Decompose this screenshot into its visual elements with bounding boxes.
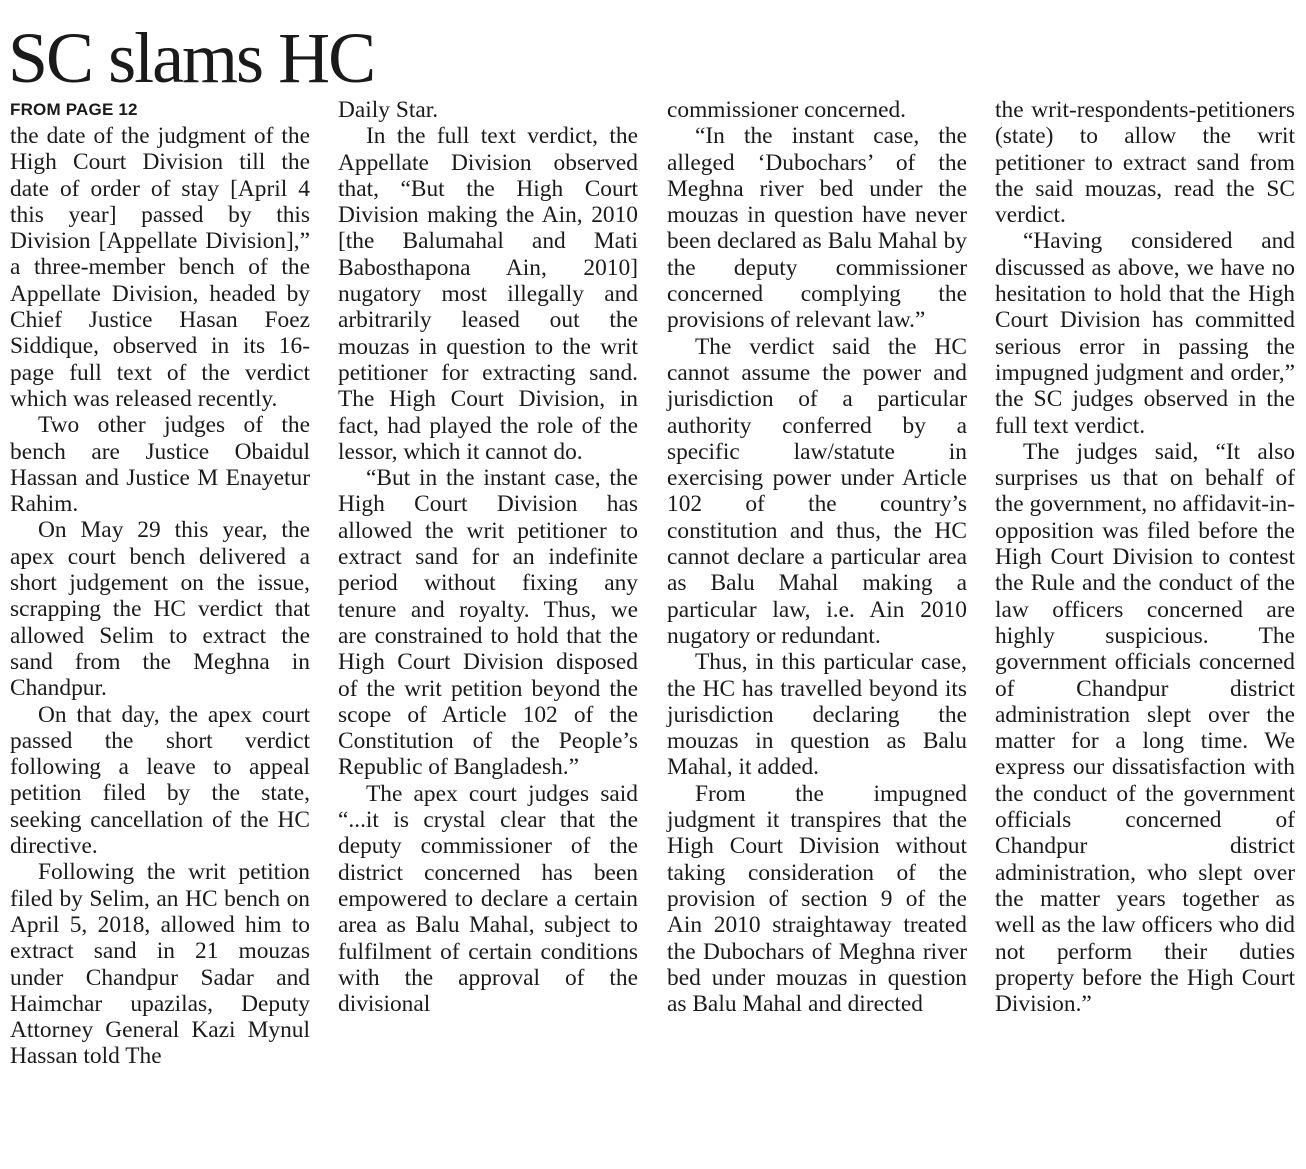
paragraph: commissioner concerned. xyxy=(667,97,907,123)
paragraph: Daily Star. xyxy=(338,97,439,123)
paragraph: “Having considered and discussed as above, we have no hesitation to hold that the High Court Division has committed serious error in passing the impugned judgment and order,” the SC judges observed in the full text verdict. xyxy=(995,228,1295,439)
paragraph: “In the instant case, the alleged ‘Dubochars’ of the Meghna river bed under the mouzas in question have never been declared as Balu Mahal by the deputy commissioner concerned complying the provisions of relevant law.” xyxy=(667,123,967,334)
article-column-2 xyxy=(338,97,638,1017)
paragraph: On May 29 this year, the apex court bench delivered a short judgement on the issue, scrapping the HC verdict that allowed Selim to extract the sand from the Meghna in Chandpur. xyxy=(10,517,310,702)
paragraph: On that day, the apex court passed the short verdict following a leave to appeal petition filed by the state, seeking cancellation of the HC directive. xyxy=(10,701,310,860)
paragraph: the writ-respondents-petitioners (state) to allow the writ petitioner to extract sand from the said mouzas, read the SC verdict. xyxy=(995,97,1295,229)
headline: SC slams HC xyxy=(8,18,375,98)
paragraph: the date of the judgment of the High Court Division till the date of order of stay [April 4 this year] passed by this Division [Appellate Division],” a three-member bench of the Appellate Division, headed by Chief Justice Hasan Foez Siddique, observed in its 16-page full text of the verdict which was released recently. xyxy=(10,123,310,412)
continuation-kicker: FROM PAGE 12 xyxy=(10,100,138,119)
paragraph: From the impugned judgment it transpires that the High Court Division without taking consideration of the provision of section 9 of the Ain 2010 straightaway treated the Dubochars of Meghna river bed under mouzas in question as Balu Mahal and directed xyxy=(667,780,967,1018)
paragraph: “But in the instant case, the High Court Division has allowed the writ petitioner to extract sand for an indefinite period without fixing any tenure and royalty. Thus, we are constrained to hold that the High Court Division disposed of the writ petition beyond the scope of Article 102 of the Constitution of the People’s Republic of Bangladesh.” xyxy=(338,465,638,781)
article-column-1 xyxy=(10,97,310,1070)
paragraph: The verdict said the HC cannot assume the power and jurisdiction of a particular authority conferred by a specific law/statute in exercising power under Article 102 of the country’s constitution and thus, the HC cannot declare a particular area as Balu Mahal making a particular law, i.e. Ain 2010 nugatory or redundant. xyxy=(667,333,967,649)
paragraph: Thus, in this particular case, the HC has travelled beyond its jurisdiction declaring the mouzas in question as Balu Mahal, it added. xyxy=(667,649,967,781)
paragraph: Two other judges of the bench are Justice Obaidul Hassan and Justice M Enayetur Rahim. xyxy=(10,412,310,518)
paragraph: The judges said, “It also surprises us that on behalf of the government, no affidavit-in-opposition was filed before the High Court Division to contest the Rule and the conduct of the law officers concerned are highly suspicious. The government officials concerned of Chandpur district administration slept over the matter for a long time. We express our dissatisfaction with the conduct of the government officials concerned of Chandpur district administration, who slept over the matter years together as well as the law officers who did not perform their duties property before the High Court Division.” xyxy=(995,438,1295,1018)
article-column-4 xyxy=(995,97,1295,1017)
paragraph: In the full text verdict, the Appellate Division observed that, “But the High Court Division making the Ain, 2010 [the Balumahal and Mati Babosthapona Ain, 2010] nugatory most illegally and arbitrarily leased out the mouzas in question to the writ petitioner for extracting sand. The High Court Division, in fact, had played the role of the lessor, which it cannot do. xyxy=(338,123,638,465)
paragraph: The apex court judges said “...it is crystal clear that the deputy commissioner of the district concerned has been empowered to declare a certain area as Balu Mahal, subject to fulfilment of certain conditions with the approval of the divisional xyxy=(338,780,638,1018)
paragraph: Following the writ petition filed by Selim, an HC bench on April 5, 2018, allowed him to extract sand in 21 mouzas under Chandpur Sadar and Haimchar upazilas, Deputy Attorney General Kazi Mynul Hassan told The xyxy=(10,859,310,1070)
article-column-3 xyxy=(667,97,967,1017)
